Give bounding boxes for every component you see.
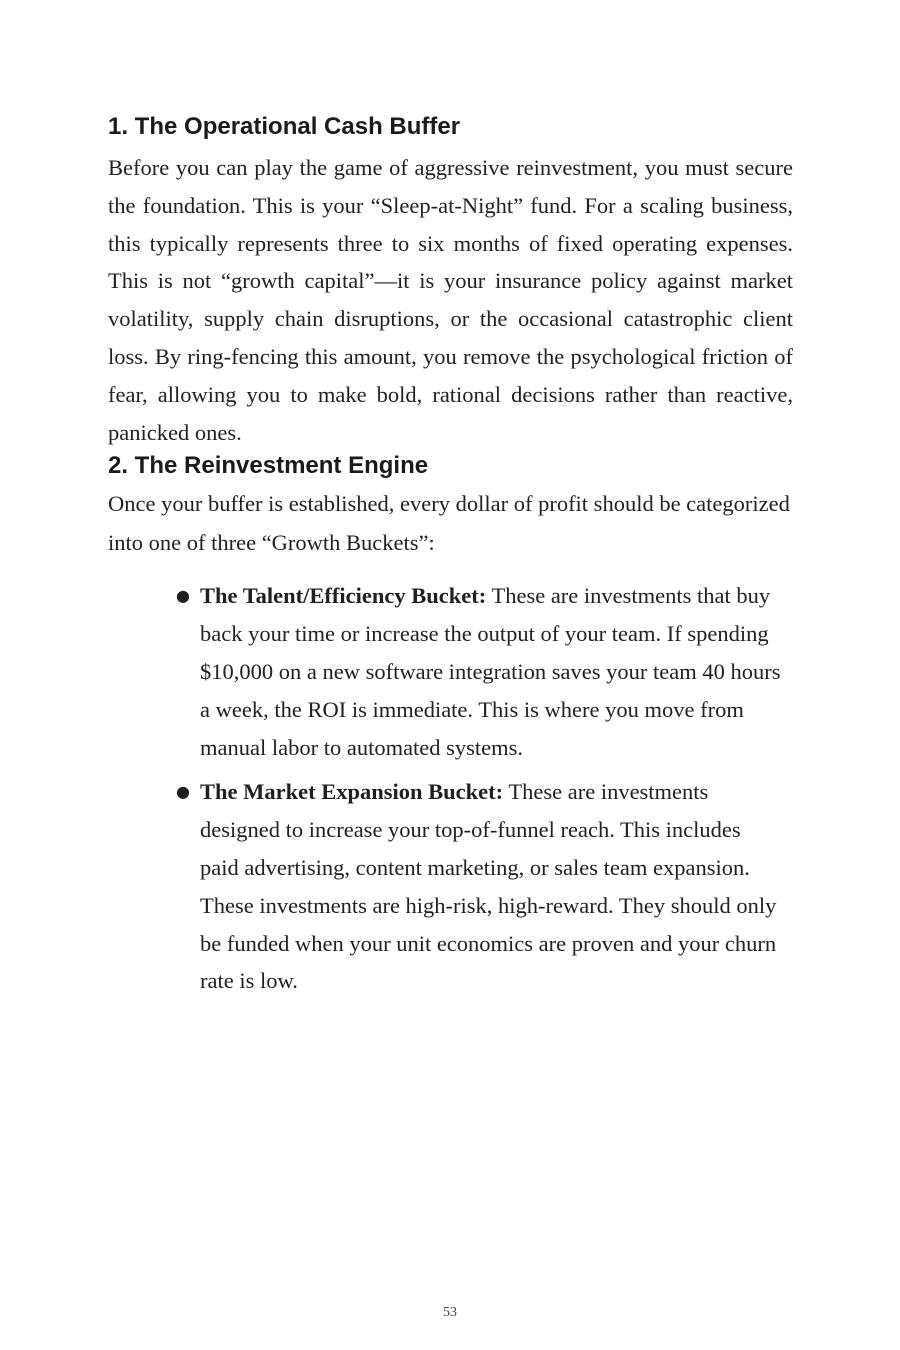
section-intro-reinvestment-engine: Once your buffer is established, every dollar of profit should be categorized into one of three “Growth Buckets”: [108, 491, 790, 555]
bucket-description: These are investments designed to increase your top-of-funnel reach. This includes paid advertising, content marketing, or sales team expansion. These investments are high-risk, high-reward. They should only be funded when your unit economics are proven and your churn rate is low. [200, 779, 777, 994]
section-heading-reinvestment-engine: 2. The Reinvestment Engine [108, 452, 429, 480]
bullet-icon: ● [176, 782, 190, 802]
section-heading-operational-cash-buffer: 1. The Operational Cash Buffer [108, 113, 461, 140]
bullet-icon: ● [176, 586, 190, 606]
section-paragraph-operational-cash-buffer: Before you can play the game of aggressive reinvestment, you must secure the foundation. This is your “Sleep-at-Night” fund. For a scaling business, this typically represents three to six months of fixed operating expenses. This is not “growth capital”—it is your insurance policy against market volatility, supply chain disruptions, or the occasional catastrophic client loss. By ring-fencing this amount, you remove the psychological friction of fear, allowing you to make bold, rational decisions rather than reactive, panicked ones. [108, 155, 793, 445]
list-item-market-expansion-bucket [176, 773, 793, 1000]
bucket-description: These are investments that buy back your time or increase the output of your team. If spending $10,000 on a new software integration saves your team 40 hours a week, the ROI is immediate. This is where you move from manual labor to automated systems. [200, 583, 781, 760]
growth-buckets-list [108, 577, 793, 1000]
page-number: 53 [443, 1305, 457, 1320]
bucket-title: The Talent/Efficiency Bucket: [200, 583, 487, 609]
list-item-talent-efficiency-bucket [176, 577, 793, 766]
page-content [108, 112, 793, 1007]
bucket-title: The Market Expansion Bucket: [200, 779, 504, 805]
